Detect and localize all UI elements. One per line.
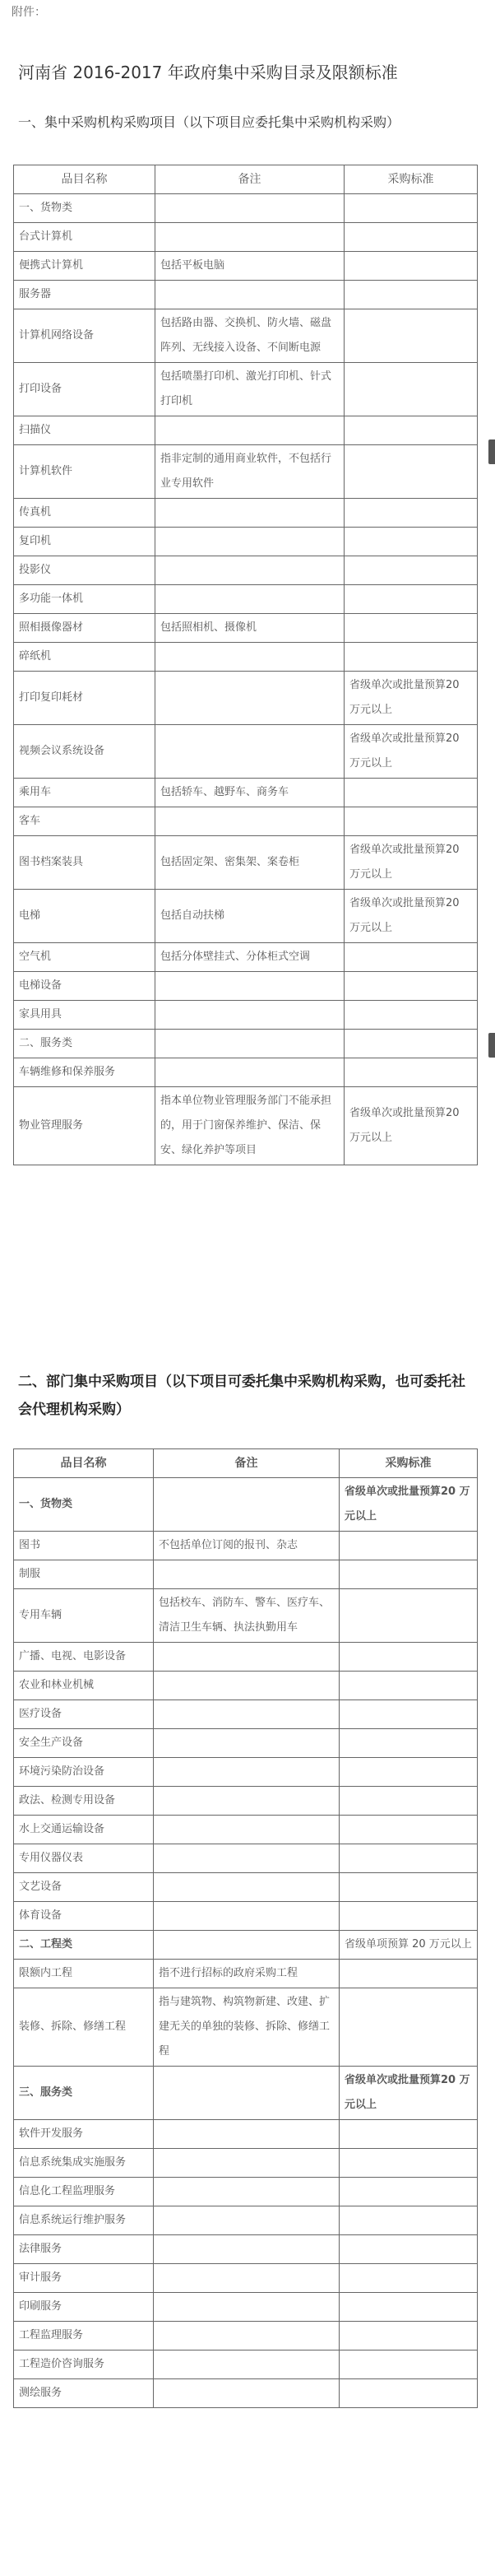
cell-standard xyxy=(345,943,478,972)
cell-standard xyxy=(340,1816,478,1844)
cell-standard xyxy=(345,643,478,672)
cell-note: 指非定制的通用商业软件，不包括行业专用软件 xyxy=(155,445,345,499)
attachment-label: 附件： xyxy=(12,6,46,19)
cell-name: 打印复印耗材 xyxy=(14,672,155,725)
table-row xyxy=(14,1589,478,1643)
cell-name: 复印机 xyxy=(14,528,155,556)
table-row xyxy=(14,807,478,836)
table-row xyxy=(14,499,478,528)
cell-name: 打印设备 xyxy=(14,363,155,416)
cell-note xyxy=(154,2235,340,2264)
cell-note: 包括平板电脑 xyxy=(155,252,345,281)
cell-note: 包括照相机、摄像机 xyxy=(155,614,345,643)
cell-name: 水上交通运输设备 xyxy=(14,1816,154,1844)
header-standard: 采购标准 xyxy=(345,165,478,194)
cell-standard xyxy=(345,779,478,807)
cell-name: 视频会议系统设备 xyxy=(14,725,155,779)
cell-name: 扫描仪 xyxy=(14,416,155,445)
table-header-row xyxy=(14,1449,478,1478)
cell-name: 装修、拆除、修缮工程 xyxy=(14,1988,154,2067)
table-row xyxy=(14,585,478,614)
cell-note xyxy=(154,2206,340,2235)
cell-note xyxy=(155,585,345,614)
table-row xyxy=(14,1902,478,1931)
cell-standard xyxy=(340,2322,478,2350)
cell-standard xyxy=(340,2264,478,2293)
cell-standard xyxy=(340,1960,478,1988)
cell-standard: 省级单次或批量预算20 万元以上 xyxy=(345,672,478,725)
cell-name: 环境污染防治设备 xyxy=(14,1758,154,1787)
cell-note xyxy=(155,223,345,252)
cell-note xyxy=(154,1672,340,1700)
cell-name: 计算机软件 xyxy=(14,445,155,499)
cell-name: 车辆维修和保养服务 xyxy=(14,1058,155,1087)
cell-note xyxy=(155,1058,345,1087)
table-row xyxy=(14,1532,478,1560)
cell-standard xyxy=(345,614,478,643)
table-row xyxy=(14,943,478,972)
cell-name: 投影仪 xyxy=(14,556,155,585)
table-row xyxy=(14,2293,478,2322)
table-row xyxy=(14,363,478,416)
cell-name: 农业和林业机械 xyxy=(14,1672,154,1700)
cell-note xyxy=(155,972,345,1001)
cell-standard: 省级单次或批量预算20 万元以上 xyxy=(345,890,478,943)
table-department-procurement xyxy=(13,1448,478,2408)
cell-note xyxy=(154,2379,340,2408)
cell-name: 制服 xyxy=(14,1560,154,1589)
cell-name: 信息系统集成实施服务 xyxy=(14,2149,154,2178)
cell-note xyxy=(155,643,345,672)
cell-note xyxy=(154,2120,340,2149)
cell-note: 包括固定架、密集架、案卷柜 xyxy=(155,836,345,890)
table-row xyxy=(14,2149,478,2178)
cell-name: 空气机 xyxy=(14,943,155,972)
cell-standard xyxy=(340,1902,478,1931)
table-row xyxy=(14,1960,478,1988)
cell-standard xyxy=(340,1532,478,1560)
cell-standard: 省级单次或批量预算20 万元以上 xyxy=(340,2067,478,2120)
cell-standard xyxy=(345,556,478,585)
table-row xyxy=(14,2379,478,2408)
cell-name: 信息化工程监理服务 xyxy=(14,2178,154,2206)
table-row xyxy=(14,281,478,309)
cell-name: 乘用车 xyxy=(14,779,155,807)
table-row xyxy=(14,416,478,445)
cell-name: 二、工程类 xyxy=(14,1931,154,1960)
table-row xyxy=(14,890,478,943)
cell-note xyxy=(154,1902,340,1931)
cell-standard xyxy=(345,281,478,309)
cell-name: 客车 xyxy=(14,807,155,836)
cell-name: 家具用具 xyxy=(14,1001,155,1030)
cell-standard xyxy=(345,1058,478,1087)
table-central-procurement xyxy=(13,165,478,1165)
table-row xyxy=(14,2120,478,2149)
document-title: 河南省 2016-2017 年政府集中采购目录及限额标准 xyxy=(18,63,398,82)
cell-name: 法律服务 xyxy=(14,2235,154,2264)
cell-standard xyxy=(340,1758,478,1787)
cell-standard xyxy=(340,2149,478,2178)
table-row xyxy=(14,1058,478,1087)
cell-note: 指本单位物业管理服务部门不能承担的，用于门窗保养维护、保洁、保安、绿化养护等项目 xyxy=(155,1087,345,1165)
cell-name: 一、货物类 xyxy=(14,1478,154,1532)
cell-name: 医疗设备 xyxy=(14,1700,154,1729)
cell-note xyxy=(154,1478,340,1532)
cell-name: 软件开发服务 xyxy=(14,2120,154,2149)
cell-standard xyxy=(345,807,478,836)
cell-standard xyxy=(340,2293,478,2322)
cell-note xyxy=(155,725,345,779)
cell-name: 台式计算机 xyxy=(14,223,155,252)
cell-note: 包括路由器、交换机、防火墙、磁盘阵列、无线接入设备、不间断电源 xyxy=(155,309,345,363)
table-row xyxy=(14,643,478,672)
cell-name: 图书 xyxy=(14,1532,154,1560)
cell-note xyxy=(155,499,345,528)
cell-name: 测绘服务 xyxy=(14,2379,154,2408)
cell-standard xyxy=(340,1729,478,1758)
cell-note xyxy=(154,1844,340,1873)
header-name: 品目名称 xyxy=(14,1449,154,1478)
cell-name: 审计服务 xyxy=(14,2264,154,2293)
table-row xyxy=(14,1873,478,1902)
table-row xyxy=(14,252,478,281)
table-row xyxy=(14,614,478,643)
header-standard: 采购标准 xyxy=(340,1449,478,1478)
cell-standard xyxy=(340,1844,478,1873)
table-row xyxy=(14,1672,478,1700)
cell-standard xyxy=(345,528,478,556)
table-row xyxy=(14,1988,478,2067)
cell-name: 碎纸机 xyxy=(14,643,155,672)
cell-name: 工程造价咨询服务 xyxy=(14,2350,154,2379)
cell-name: 计算机网络设备 xyxy=(14,309,155,363)
cell-name: 传真机 xyxy=(14,499,155,528)
cell-standard xyxy=(345,1001,478,1030)
table-row xyxy=(14,2350,478,2379)
table-row xyxy=(14,1844,478,1873)
cell-standard xyxy=(340,2350,478,2379)
cell-note xyxy=(154,2264,340,2293)
cell-standard xyxy=(340,1873,478,1902)
cell-standard xyxy=(340,1589,478,1643)
table-row xyxy=(14,1816,478,1844)
cell-note xyxy=(155,1030,345,1058)
cell-standard: 省级单次或批量预算20 万元以上 xyxy=(345,836,478,890)
cell-standard xyxy=(345,1030,478,1058)
section1-heading: 一、集中采购机构采购项目（以下项目应委托集中采购机构采购） xyxy=(18,114,400,130)
table-row xyxy=(14,1087,478,1165)
cell-note: 包括轿车、越野车、商务车 xyxy=(155,779,345,807)
cell-note xyxy=(154,1931,340,1960)
cell-note: 指不进行招标的政府采购工程 xyxy=(154,1960,340,1988)
cell-note xyxy=(154,2350,340,2379)
table-row xyxy=(14,2264,478,2293)
cell-note xyxy=(155,416,345,445)
table-row xyxy=(14,309,478,363)
cell-note xyxy=(154,2322,340,2350)
cell-standard xyxy=(340,1988,478,2067)
cell-note xyxy=(155,1001,345,1030)
cell-standard: 省级单项预算 20 万元以上 xyxy=(340,1931,478,1960)
table-row xyxy=(14,1700,478,1729)
cell-standard xyxy=(345,499,478,528)
table-row xyxy=(14,1758,478,1787)
table-row xyxy=(14,2322,478,2350)
cell-name: 工程监理服务 xyxy=(14,2322,154,2350)
cell-note xyxy=(154,2149,340,2178)
table-row xyxy=(14,556,478,585)
cell-name: 电梯设备 xyxy=(14,972,155,1001)
cell-name: 多功能一体机 xyxy=(14,585,155,614)
table-row xyxy=(14,1931,478,1960)
cell-standard: 省级单次或批量预算20 万元以上 xyxy=(345,1087,478,1165)
cell-name: 电梯 xyxy=(14,890,155,943)
cell-standard xyxy=(340,2178,478,2206)
cell-name: 二、服务类 xyxy=(14,1030,155,1058)
cell-note: 包括自动扶梯 xyxy=(155,890,345,943)
cell-note xyxy=(154,1700,340,1729)
cell-standard xyxy=(340,2206,478,2235)
table-row xyxy=(14,1729,478,1758)
cell-note: 包括校车、消防车、警车、医疗车、清洁卫生车辆、执法执勤用车 xyxy=(154,1589,340,1643)
cell-note: 包括分体壁挂式、分体柜式空调 xyxy=(155,943,345,972)
cell-note xyxy=(155,528,345,556)
cell-note: 指与建筑物、构筑物新建、改建、扩建无关的单独的装修、拆除、修缮工程 xyxy=(154,1988,340,2067)
cell-name: 限额内工程 xyxy=(14,1960,154,1988)
cell-name: 广播、电视、电影设备 xyxy=(14,1643,154,1672)
cell-name: 信息系统运行维护服务 xyxy=(14,2206,154,2235)
cell-standard xyxy=(340,1560,478,1589)
cell-standard xyxy=(340,2120,478,2149)
cell-standard xyxy=(345,972,478,1001)
cell-standard xyxy=(345,445,478,499)
cell-note xyxy=(154,1729,340,1758)
table-row xyxy=(14,672,478,725)
cell-standard xyxy=(345,223,478,252)
cell-name: 专用仪器仪表 xyxy=(14,1844,154,1873)
cell-name: 文艺设备 xyxy=(14,1873,154,1902)
section2-heading: 二、部门集中采购项目（以下项目可委托集中采购机构采购，也可委托社会代理机构采购） xyxy=(18,1374,465,1418)
table-row xyxy=(14,2178,478,2206)
cell-note xyxy=(154,1758,340,1787)
cell-standard: 省级单次或批量预算20 万元以上 xyxy=(345,725,478,779)
cell-name: 图书档案装具 xyxy=(14,836,155,890)
cell-standard xyxy=(345,252,478,281)
table-row xyxy=(14,223,478,252)
table-header-row xyxy=(14,165,478,194)
cell-name: 专用车辆 xyxy=(14,1589,154,1643)
table-row xyxy=(14,528,478,556)
cell-note xyxy=(154,1560,340,1589)
cell-note xyxy=(154,1873,340,1902)
cell-standard xyxy=(340,1643,478,1672)
cell-name: 物业管理服务 xyxy=(14,1087,155,1165)
cell-name: 便携式计算机 xyxy=(14,252,155,281)
table-row xyxy=(14,972,478,1001)
cell-note: 不包括单位订阅的报刊、杂志 xyxy=(154,1532,340,1560)
table-row xyxy=(14,1030,478,1058)
table-row xyxy=(14,1643,478,1672)
cell-name: 一、货物类 xyxy=(14,194,155,223)
cell-standard xyxy=(340,1700,478,1729)
scroll-right-arrow-icon[interactable] xyxy=(488,1033,495,1058)
header-note: 备注 xyxy=(154,1449,340,1478)
table-row xyxy=(14,725,478,779)
cell-standard: 省级单次或批量预算20 万元以上 xyxy=(340,1478,478,1532)
cell-name: 印刷服务 xyxy=(14,2293,154,2322)
cell-name: 体育设备 xyxy=(14,1902,154,1931)
table-row xyxy=(14,836,478,890)
table-row xyxy=(14,1001,478,1030)
table-row xyxy=(14,1478,478,1532)
table-row xyxy=(14,2206,478,2235)
cell-note xyxy=(155,807,345,836)
cell-note xyxy=(154,1787,340,1816)
cell-standard xyxy=(340,2379,478,2408)
scroll-right-arrow-icon[interactable] xyxy=(488,439,495,464)
cell-name: 照相摄像器材 xyxy=(14,614,155,643)
header-note: 备注 xyxy=(155,165,345,194)
table-row xyxy=(14,1787,478,1816)
cell-note xyxy=(155,281,345,309)
table-row xyxy=(14,2235,478,2264)
cell-standard xyxy=(340,1787,478,1816)
table-row xyxy=(14,445,478,499)
cell-note xyxy=(154,2067,340,2120)
cell-note xyxy=(154,1816,340,1844)
cell-standard xyxy=(340,1672,478,1700)
cell-note xyxy=(155,556,345,585)
cell-name: 政法、检测专用设备 xyxy=(14,1787,154,1816)
table-row xyxy=(14,2067,478,2120)
cell-standard xyxy=(345,363,478,416)
cell-name: 服务器 xyxy=(14,281,155,309)
cell-standard xyxy=(345,416,478,445)
cell-note xyxy=(154,2293,340,2322)
cell-standard xyxy=(345,585,478,614)
table-row xyxy=(14,779,478,807)
cell-standard xyxy=(345,194,478,223)
cell-note xyxy=(154,2178,340,2206)
cell-note xyxy=(155,672,345,725)
cell-standard xyxy=(340,2235,478,2264)
table-row xyxy=(14,194,478,223)
table-row xyxy=(14,1560,478,1589)
cell-standard xyxy=(345,309,478,363)
cell-note xyxy=(154,1643,340,1672)
cell-note xyxy=(155,194,345,223)
cell-name: 安全生产设备 xyxy=(14,1729,154,1758)
cell-note: 包括喷墨打印机、激光打印机、针式打印机 xyxy=(155,363,345,416)
header-name: 品目名称 xyxy=(14,165,155,194)
cell-name: 三、服务类 xyxy=(14,2067,154,2120)
